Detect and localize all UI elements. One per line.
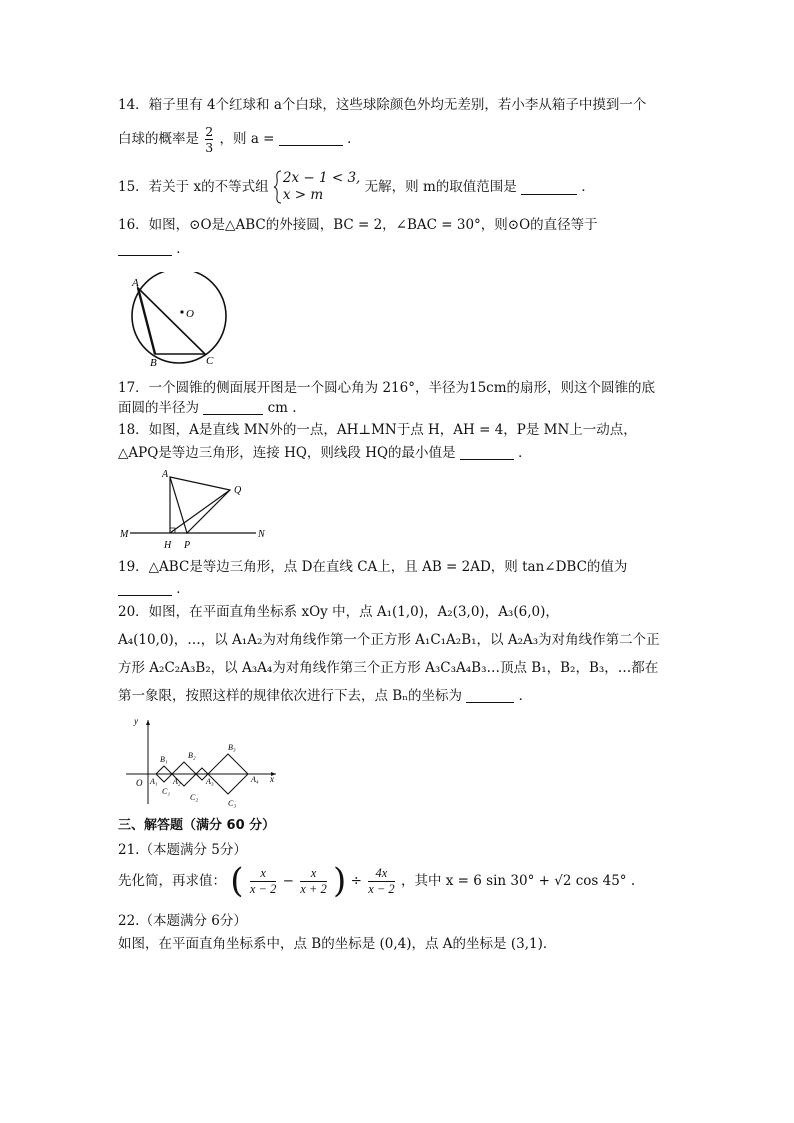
left-paren-icon: ( (230, 861, 244, 901)
label-B: B (150, 357, 157, 368)
q21-f2-num: x (310, 865, 317, 880)
label-O: O (186, 308, 194, 320)
label-A: A (162, 469, 169, 480)
brace-icon (273, 170, 282, 204)
label-A1: A₁ (150, 777, 158, 786)
q21-fraction-3 (368, 866, 394, 897)
label-x: x (270, 774, 274, 784)
q17-answer-blank (203, 400, 263, 415)
q20-line2: A₄(10,0)，…，以 A₁A₂为对角线作第一个正方形 A₁C₁A₂B₁，以 A₂A₃为对角线作第二个正 (118, 632, 660, 648)
q15-end: ． (581, 179, 595, 195)
q20-line3: 方形 A₂C₂A₃B₂，以 A₃A₄为对角线作第三个正方形 A₃C₃A₄B₃…顶点 B₁，B₂，B₃，…都在 (118, 660, 659, 676)
q20-line4 (118, 687, 532, 705)
section-3-title: 三、解答题（满分 60 分） (118, 818, 276, 833)
label-C3: C₃ (228, 799, 237, 808)
label-M: M (120, 529, 129, 540)
label-B1: B₁ (160, 755, 168, 764)
label-y: y (134, 716, 138, 726)
q16-line1: 16．如图，⊙O是△ABC的外接圆，BC = 2，∠BAC = 30°，则⊙O的直径等于 (118, 217, 598, 233)
q18-line2-text: △APQ是等边三角形，连接 HQ，则线段 HQ的最小值是 (118, 445, 456, 461)
q17-unit: cm . (267, 400, 297, 416)
q19-line2-end: ． (176, 581, 190, 597)
q19-line2 (118, 580, 190, 598)
q15-line (118, 170, 595, 204)
q14-fraction (205, 124, 213, 155)
q18-line2-end: ． (518, 445, 532, 461)
q20-answer-blank (466, 688, 514, 703)
q21-f2-den: x + 2 (300, 881, 327, 896)
label-B3: B₃ (228, 743, 236, 752)
q15-suffix: 无解，则 m的取值范围是 (364, 179, 517, 195)
q14-line1: 14．箱子里有 4个红球和 a个白球，这些球除颜色外均无差别，若小李从箱子中摸到一个 (118, 97, 647, 113)
q15-inequality-system (273, 170, 360, 204)
q14-line2-mid: ，则 a = (219, 131, 279, 147)
q19-line1: 19．△ABC是等边三角形，点 D在直线 CA上，且 AB = 2AD，则 tan∠DBC的值为 (118, 559, 628, 575)
label-H: H (164, 540, 172, 550)
q14-line2-end: ． (347, 131, 361, 147)
q20-line1: 20．如图，在平面直角坐标系 xOy 中，点 A₁(1,0)，A₂(3,0)，A₃(6,0)， (118, 604, 559, 620)
q20-line4-text: 第一象限，按照这样的规律依次进行下去，点 Bₙ的坐标为 (118, 688, 463, 704)
q21-f3-den: x − 2 (368, 881, 395, 896)
q21-header: 21.（本题满分 5分） (118, 842, 247, 858)
label-P: P (184, 540, 191, 550)
q17-line2 (118, 399, 297, 417)
label-O: O (136, 778, 143, 788)
q18-answer-blank (460, 445, 514, 460)
q21-fraction-2 (300, 866, 326, 897)
y-axis-arrow-icon (146, 720, 150, 725)
q21-fraction-1 (250, 866, 276, 897)
q21-suffix: ，其中 x = 6 sin 30° + √2 cos 45° . (400, 873, 636, 889)
triangle-abc (138, 288, 205, 354)
q14-answer-blank (279, 131, 343, 146)
q20-line4-end: ． (518, 688, 533, 704)
q20-squares-figure (120, 712, 282, 812)
q21-expression-line (118, 861, 636, 904)
label-A: A (132, 277, 139, 289)
triangle-apq (170, 477, 230, 533)
label-B2: B₂ (188, 751, 196, 760)
q19-answer-blank (118, 581, 172, 596)
q16-answer-blank (118, 241, 172, 256)
q15-answer-blank (521, 180, 577, 195)
q16-line2 (118, 240, 190, 258)
q18-triangle-figure (118, 468, 268, 550)
q21-f1-den: x − 2 (249, 881, 277, 896)
q15-ineq2: x > m (282, 187, 324, 203)
center-point (180, 310, 183, 313)
right-paren-icon: ) (333, 861, 347, 901)
label-N: N (258, 529, 265, 540)
q16-line2-end: ． (176, 241, 190, 257)
q18-line1: 18．如图，A是直线 MN外的一点，AH⊥MN于点 H，AH = 4，P是 MN上一动点， (118, 422, 637, 438)
label-A2: A₂ (173, 777, 181, 786)
label-C: C (206, 355, 214, 367)
q14-line2-prefix: 白球的概率是 (118, 131, 199, 147)
label-C2: C₂ (190, 793, 199, 802)
q21-f3-num: 4x (375, 865, 388, 880)
label-Q: Q (234, 485, 242, 496)
q21-f1-num: x (260, 865, 266, 880)
segment-hq (170, 490, 230, 533)
label-C1: C₁ (162, 787, 171, 796)
q14-line2 (118, 124, 361, 155)
q22-header: 22.（本题满分 6分） (118, 913, 247, 929)
q17-line1: 17．一个圆锥的侧面展开图是一个圆心角为 216°，半径为15cm的扇形，则这个圆锥的底 (118, 380, 656, 396)
q15-prefix: 15．若关于 x的不等式组 (118, 179, 269, 195)
label-A4: A₄ (251, 775, 259, 784)
q15-ineq1: 2x − 1 < 3, (282, 170, 361, 186)
q17-line2-prefix: 面圆的半径为 (118, 400, 199, 416)
q16-circle-figure (124, 272, 234, 368)
label-A3: A₃ (206, 777, 214, 786)
q18-line2 (118, 444, 532, 462)
q21-prefix: 先化简，再求值： (118, 873, 226, 889)
q14-frac-den: 3 (205, 140, 214, 155)
q21-div: ÷ (350, 873, 362, 889)
q14-frac-num: 2 (205, 124, 214, 139)
q21-minus: − (282, 873, 294, 889)
q22-line1: 如图，在平面直角坐标系中，点 B的坐标是 (0,4)，点 A的坐标是 (3,1)． (118, 936, 557, 952)
